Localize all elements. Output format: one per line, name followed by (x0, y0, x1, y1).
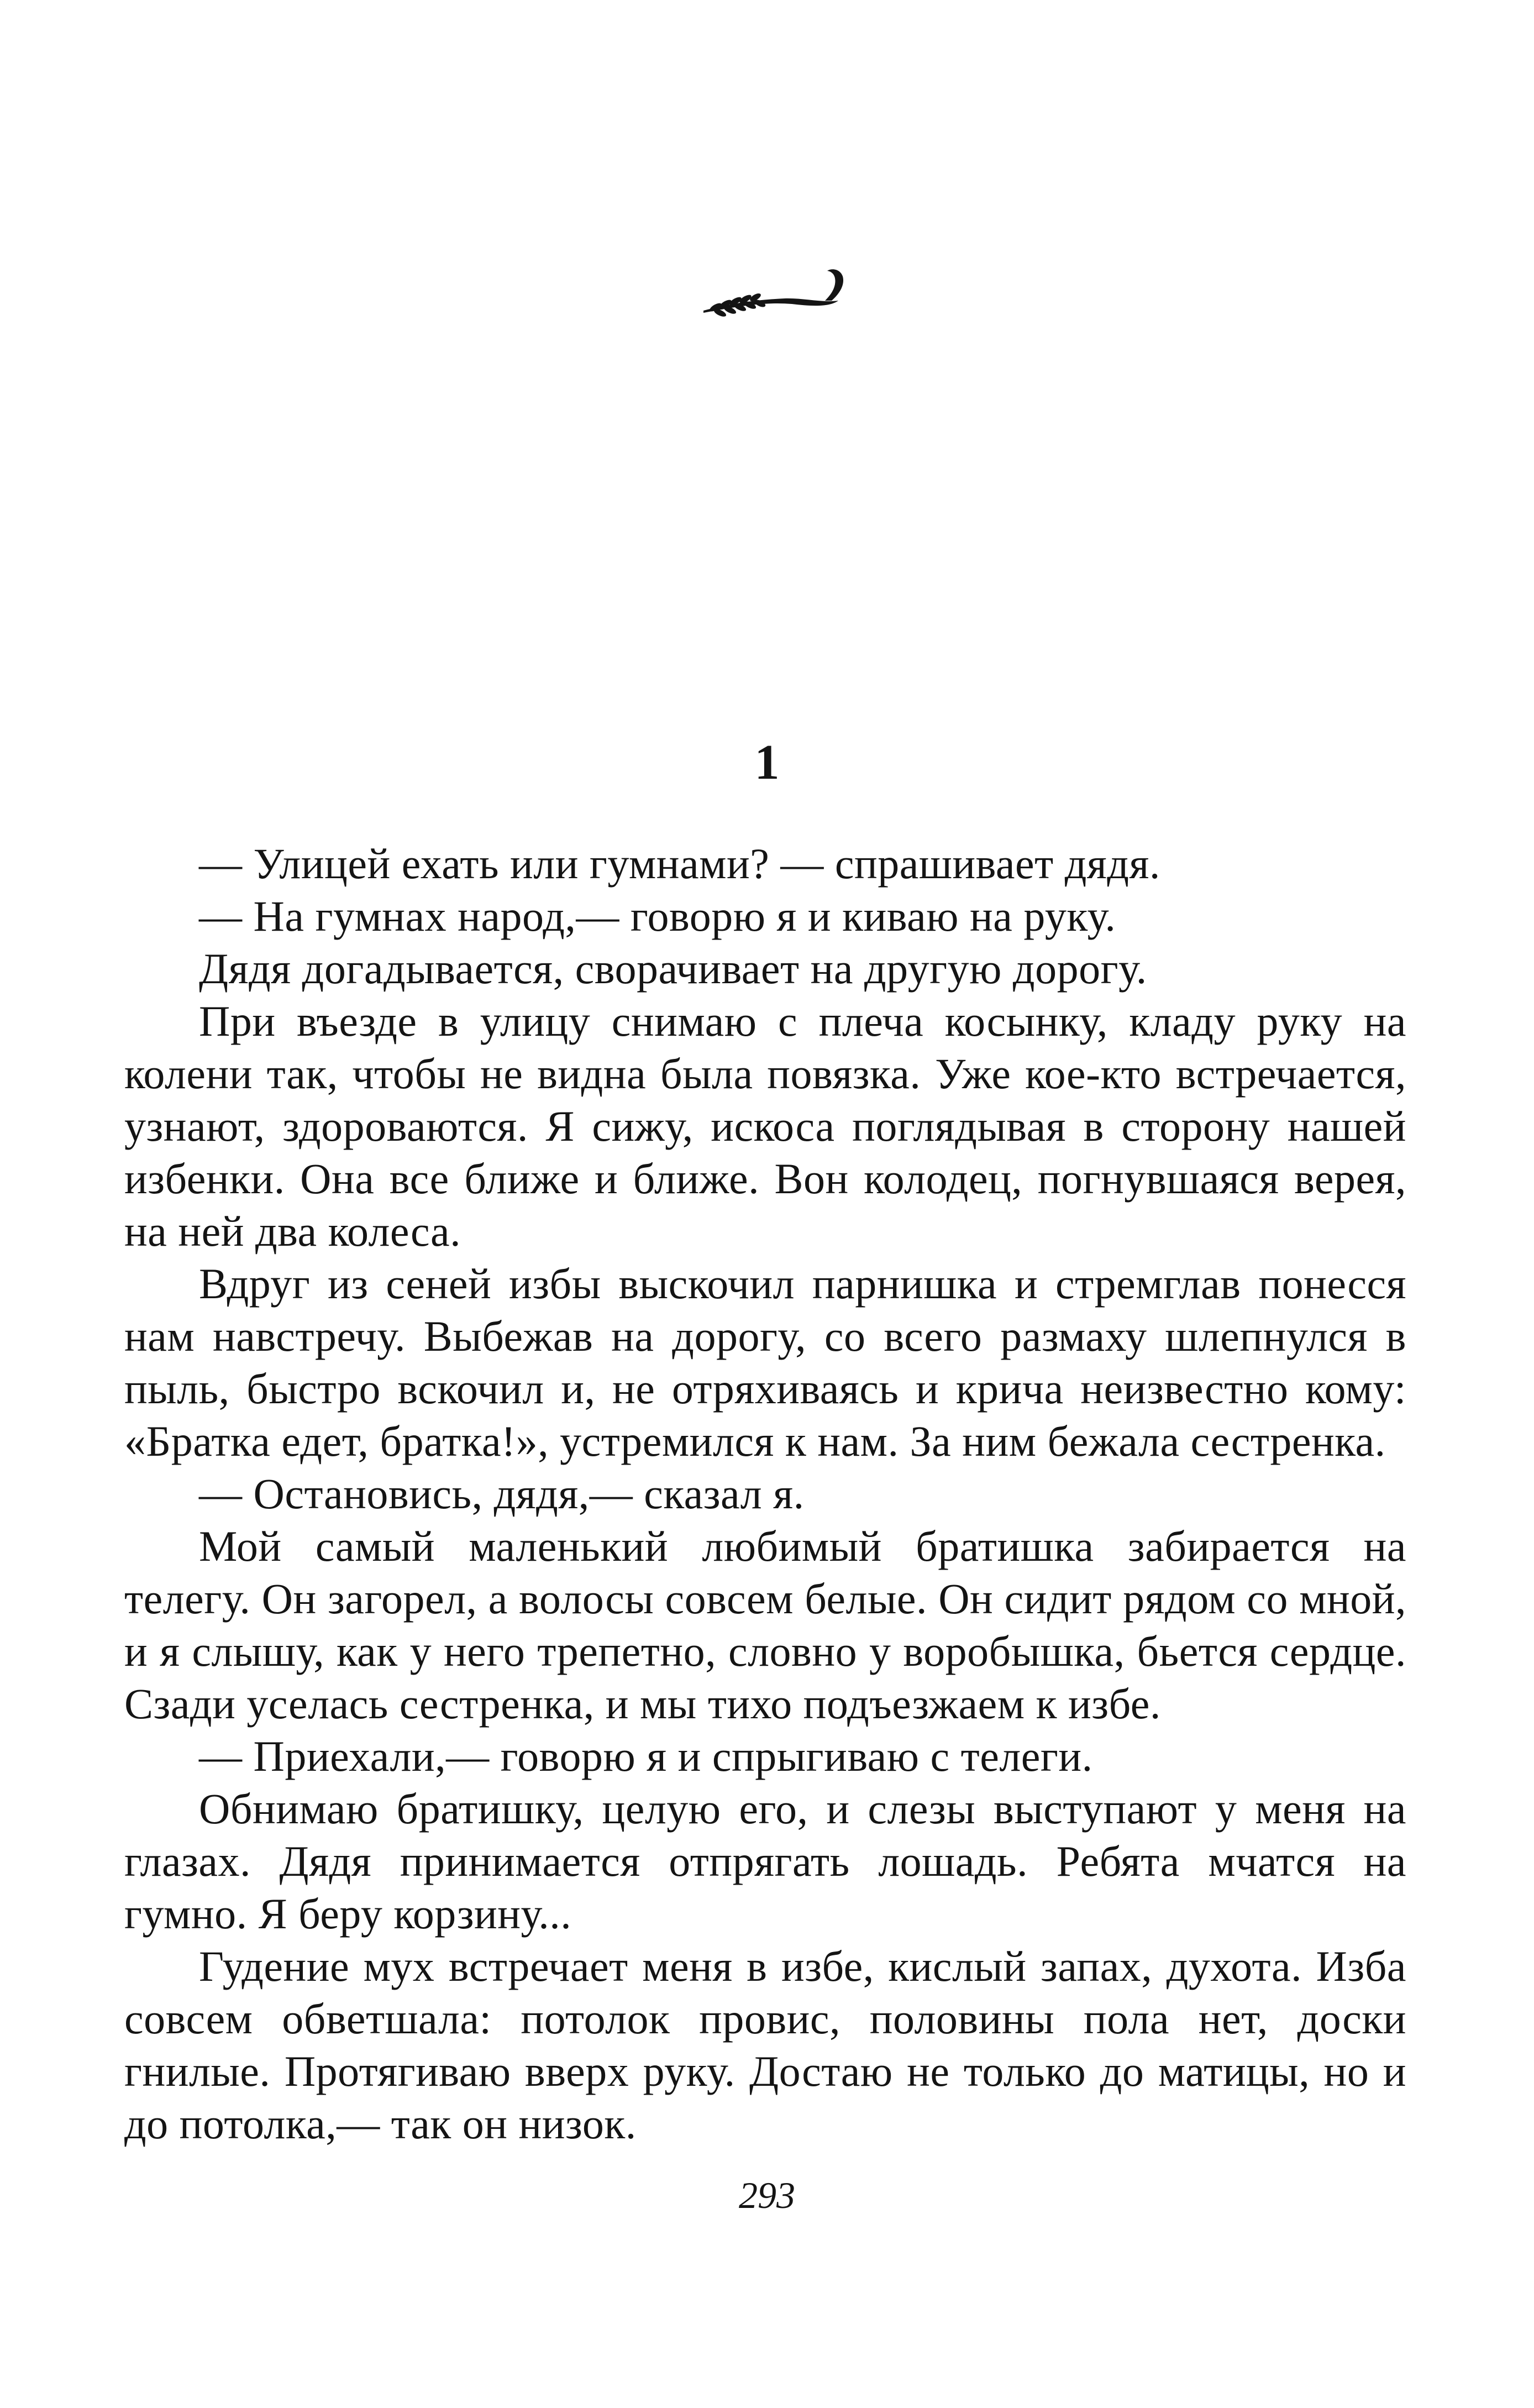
paragraph: Дядя догадывается, сворачивает на другую дорогу. (199, 945, 1147, 993)
chapter-number: 1 (754, 735, 780, 790)
paragraph: — Остановись, дядя,— сказал я. (199, 1470, 805, 1518)
paragraph: — На гумнах народ,— говорю я и киваю на руку. (199, 892, 1116, 940)
page-number: 293 (739, 2174, 795, 2216)
paragraph: При въезде в улицу снимаю с плеча косынку, кладу руку на колени так, чтобы не видна была повязка. Уже кое-кто встречается, узнают, здороваются. Я сижу, искоса поглядывая в сторону нашей избенки. Она все ближе и ближе. Вон колодец, погнувшаяся верея, на ней два колеса. (124, 997, 1406, 1255)
paragraph: Вдруг из сеней избы выскочил парнишка и стремглав понесся нам навстречу. Выбежав на дорогу, со всего размаху шлепнулся в пыль, быстро вскочил и, не отряхиваясь и крича неизвестно кому: «Братка едет, братка!», устремился к нам. За ним бежала сестренка. (124, 1260, 1406, 1465)
paragraph: Мой самый маленький любимый братишка забирается на телегу. Он загорел, а волосы совсем белые. Он сидит рядом со мной, и я слышу, как у него трепетно, словно у воробышка, бьется сердце. Сзади уселась сестренка, и мы тихо подъезжаем к избе. (124, 1522, 1406, 1728)
paragraph: — Приехали,— говорю я и спрыгиваю с телеги. (199, 1732, 1093, 1780)
wheat-ear-ornament-icon (694, 260, 859, 321)
paragraph: Обнимаю братишку, целую его, и слезы выступают у меня на глазах. Дядя принимается отпрягать лошадь. Ребята мчатся на гумно. Я беру корзину... (124, 1785, 1406, 1938)
chapter-text (124, 837, 1406, 2150)
paragraph: Гудение мух встречает меня в избе, кислый запах, духота. Изба совсем обветшала: потолок провис, половины пола нет, доски гнилые. Протягиваю вверх руку. Достаю не только до матицы, но и до потолка,— так он низок. (124, 1942, 1406, 2148)
paragraph: — Улицей ехать или гумнами? — спрашивает дядя. (199, 840, 1160, 888)
